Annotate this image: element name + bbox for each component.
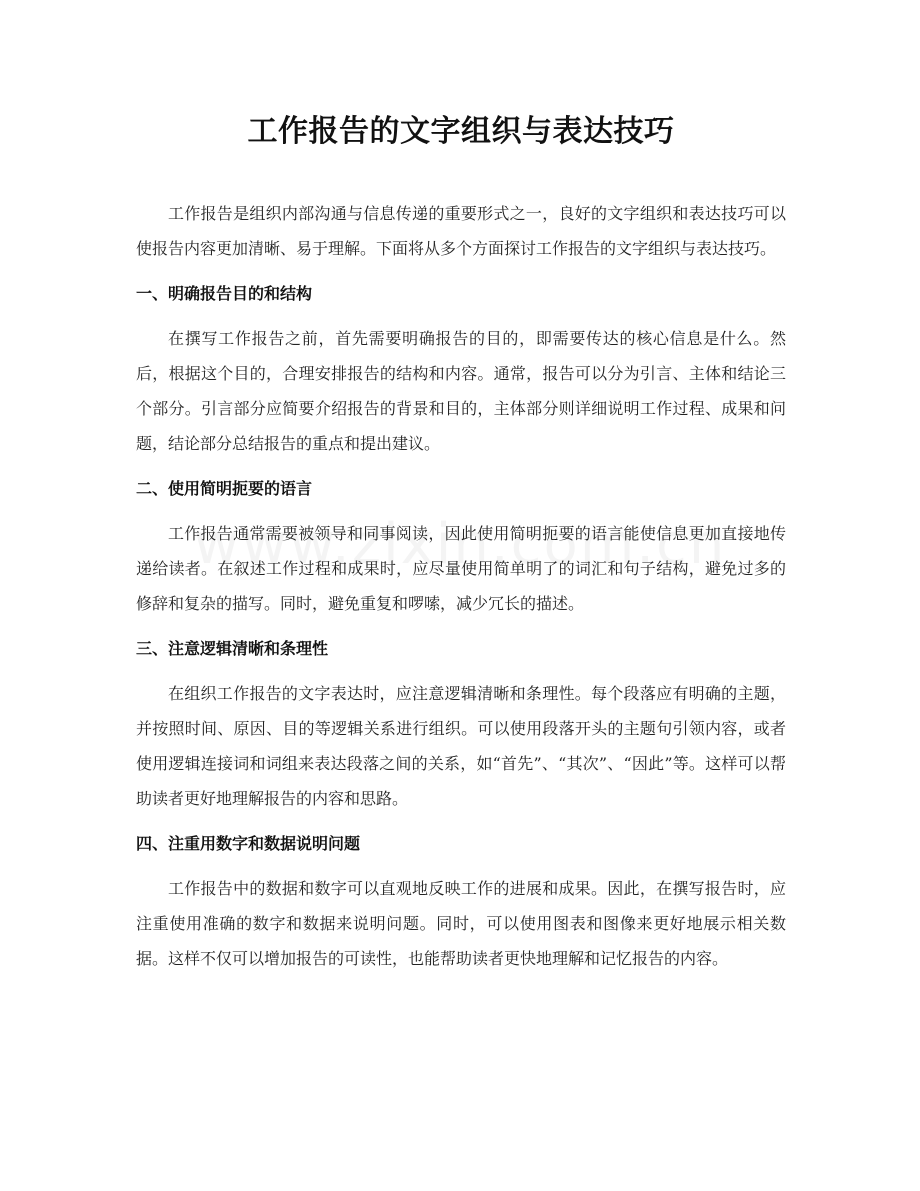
section-heading-4: 四、注重用数字和数据说明问题 <box>136 834 361 853</box>
section-heading-2: 二、使用简明扼要的语言 <box>136 479 313 498</box>
section-paragraph-3: 在组织工作报告的文字表达时，应注意逻辑清晰和条理性。每个段落应有明确的主题，并按照时间、原因、目的等逻辑关系进行组织。可以使用段落开头的主题句引领内容，或者使用逻辑连接词和词组来表达段落之间的关系，如“首先”、“其次”、“因此”等。这样可以帮助读者更好地理解报告的内容和思路。 <box>136 684 786 808</box>
intro-paragraph: 工作报告是组织内部沟通与信息传递的重要形式之一，良好的文字组织和表达技巧可以使报告内容更加清晰、易于理解。下面将从多个方面探讨工作报告的文字组织与表达技巧。 <box>136 204 786 258</box>
section-paragraph-4: 工作报告中的数据和数字可以直观地反映工作的进展和成果。因此，在撰写报告时，应注重使用准确的数字和数据来说明问题。同时，可以使用图表和图像来更好地展示相关数据。这样不仅可以增加报告的可读性，也能帮助读者更快地理解和记忆报告的内容。 <box>136 879 786 968</box>
section-paragraph-1: 在撰写工作报告之前，首先需要明确报告的目的，即需要传达的核心信息是什么。然后，根据这个目的，合理安排报告的结构和内容。通常，报告可以分为引言、主体和结论三个部分。引言部分应简要介绍报告的背景和目的，主体部分则详细说明工作过程、成果和问题，结论部分总结报告的重点和提出建议。 <box>136 329 786 453</box>
section-paragraph-2: 工作报告通常需要被领导和同事阅读，因此使用简明扼要的语言能使信息更加直接地传递给读者。在叙述工作过程和成果时，应尽量使用简单明了的词汇和句子结构，避免过多的修辞和复杂的描写。同时，避免重复和啰嗦，减少冗长的描述。 <box>136 524 786 613</box>
document-content <box>136 108 786 976</box>
section-heading-1: 一、明确报告目的和结构 <box>136 284 313 303</box>
document-title: 工作报告的文字组织与表达技巧 <box>247 114 675 149</box>
section-heading-3: 三、注意逻辑清晰和条理性 <box>136 639 329 658</box>
